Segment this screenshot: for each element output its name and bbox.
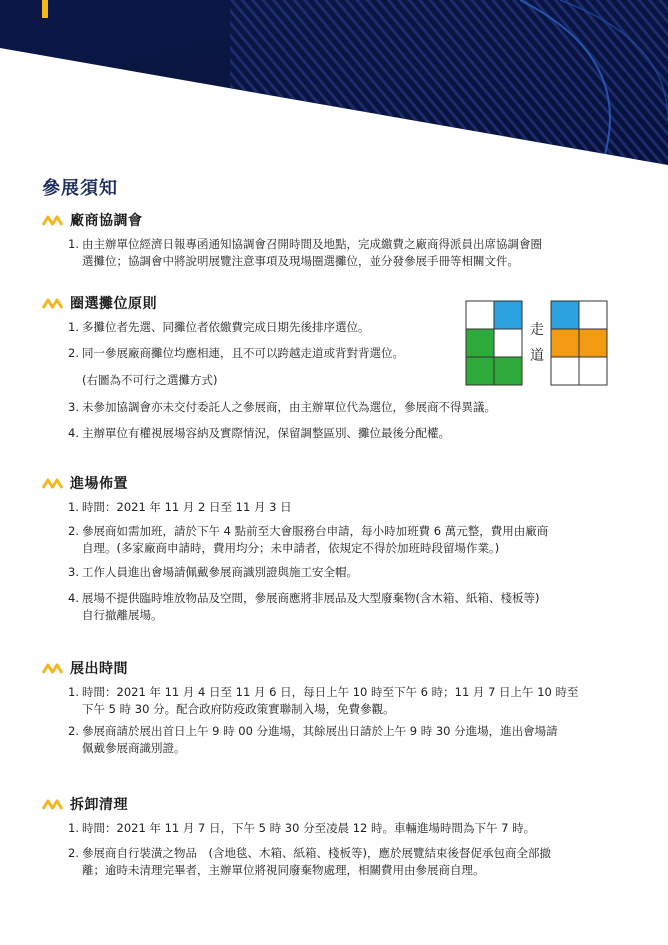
item-text: 多攤位者先選、同攤位者依繳費完成日期先後排序選位。 <box>82 320 370 334</box>
item-number: 1. <box>68 821 79 835</box>
item-number: 1. <box>68 320 79 334</box>
double-chevron-icon <box>42 214 64 226</box>
item-text: 參展商如需加班，請於下午 4 點前至大會服務台申請，每小時加班費 6 萬元整，費用由廠商 自理。(多家廠商申請時，費用均分；未申請者，依規定不得於加班時段留場作業。) <box>82 524 549 555</box>
item-text: 展場不提供臨時堆放物品及空間，參展商應將非展品及大型廢棄物(含木箱、紙箱、棧板等) 自行撤離展場。 <box>82 591 540 622</box>
item-number: 3. <box>68 565 79 579</box>
list-item <box>68 236 628 270</box>
item-text: 參展商自行裝潢之物品 (含地毯、木箱、紙箱、棧板等)，應於展覽結束後督促承包商全部撤 離；逾時未清理完畢者，主辦單位將視同廢棄物處理，相關費用由參展商自理。 <box>82 846 551 877</box>
section-dismantling <box>42 793 642 877</box>
list-item <box>68 845 628 879</box>
section-title: 展出時間 <box>70 661 128 677</box>
list-item <box>68 820 628 837</box>
list-item <box>68 564 628 581</box>
list-item <box>68 684 628 718</box>
page-title: 參展須知 <box>42 178 118 199</box>
item-number: 4. <box>68 426 79 440</box>
item-text: 主辦單位有權視展場容納及實際情況，保留調整區別、攤位最後分配權。 <box>82 426 450 440</box>
double-chevron-icon <box>42 297 64 309</box>
double-chevron-icon <box>42 662 64 674</box>
item-text: 同一參展廠商攤位均應相連，且不可以跨越走道或背對背選位。 <box>82 346 404 360</box>
section-title: 進場佈置 <box>70 476 128 492</box>
item-text: (右圖為不可行之選攤方式) <box>82 373 218 387</box>
double-chevron-icon <box>42 798 64 810</box>
item-text: 時間：2021 年 11 月 7 日，下午 5 時 30 分至凌晨 12 時。車輛進場時間為下午 7 時。 <box>82 821 536 835</box>
item-number: 2. <box>68 524 79 538</box>
item-number: 1. <box>68 685 79 699</box>
item-text: 時間：2021 年 11 月 4 日至 11 月 6 日，每日上午 10 時至下午 6 時；11 月 7 日上午 10 時至 下午 5 時 30 分。配合政府防疫政策實聯制入場，免費參觀。 <box>82 685 579 716</box>
section-move-in <box>42 472 642 622</box>
item-number: 3. <box>68 400 79 414</box>
accent-bar <box>42 0 48 18</box>
item-text: 工作人員進出會場請佩戴參展商識別證與施工安全帽。 <box>82 565 358 579</box>
list-item <box>68 399 628 416</box>
item-number: 1. <box>68 237 79 251</box>
header-banner <box>0 0 668 170</box>
item-number: 2. <box>68 724 79 738</box>
section-title: 拆卸清理 <box>70 797 128 813</box>
list-item <box>68 523 628 557</box>
invalid-booth-grid-right <box>551 301 607 385</box>
section-exhibition-time <box>42 657 642 755</box>
aisle-label-1: 走 <box>530 322 544 338</box>
item-number: 4. <box>68 591 79 605</box>
item-number: 2. <box>68 346 79 360</box>
section-vendor-meeting <box>42 209 642 268</box>
list-item <box>68 425 628 442</box>
aisle-label-2: 道 <box>530 348 544 364</box>
booth-selection-diagram <box>465 300 608 386</box>
item-text: 參展商請於展出首日上午 9 時 00 分進場，其餘展出日請於上午 9 時 30 分進場，進出會場請 佩戴參展商識別證。 <box>82 724 558 755</box>
item-text: 時間：2021 年 11 月 2 日至 11 月 3 日 <box>82 500 292 514</box>
list-item <box>68 499 628 516</box>
item-text: 由主辦單位經濟日報專函通知協調會召開時間及地點，完成繳費之廠商得派員出席協調會圈 選攤位；協調會中將說明展覽注意事項及現場圈選攤位，並分發參展手冊等相關文件。 <box>82 237 542 268</box>
list-item <box>68 723 628 757</box>
item-number: 1. <box>68 500 79 514</box>
list-item <box>68 590 628 624</box>
section-title: 廠商協調會 <box>70 213 143 229</box>
item-text: 未參加協調會亦未交付委託人之參展商，由主辦單位代為選位，參展商不得異議。 <box>82 400 496 414</box>
section-title: 圈選攤位原則 <box>70 296 157 312</box>
invalid-booth-grid-left <box>466 301 522 385</box>
double-chevron-icon <box>42 477 64 489</box>
item-number: 2. <box>68 846 79 860</box>
